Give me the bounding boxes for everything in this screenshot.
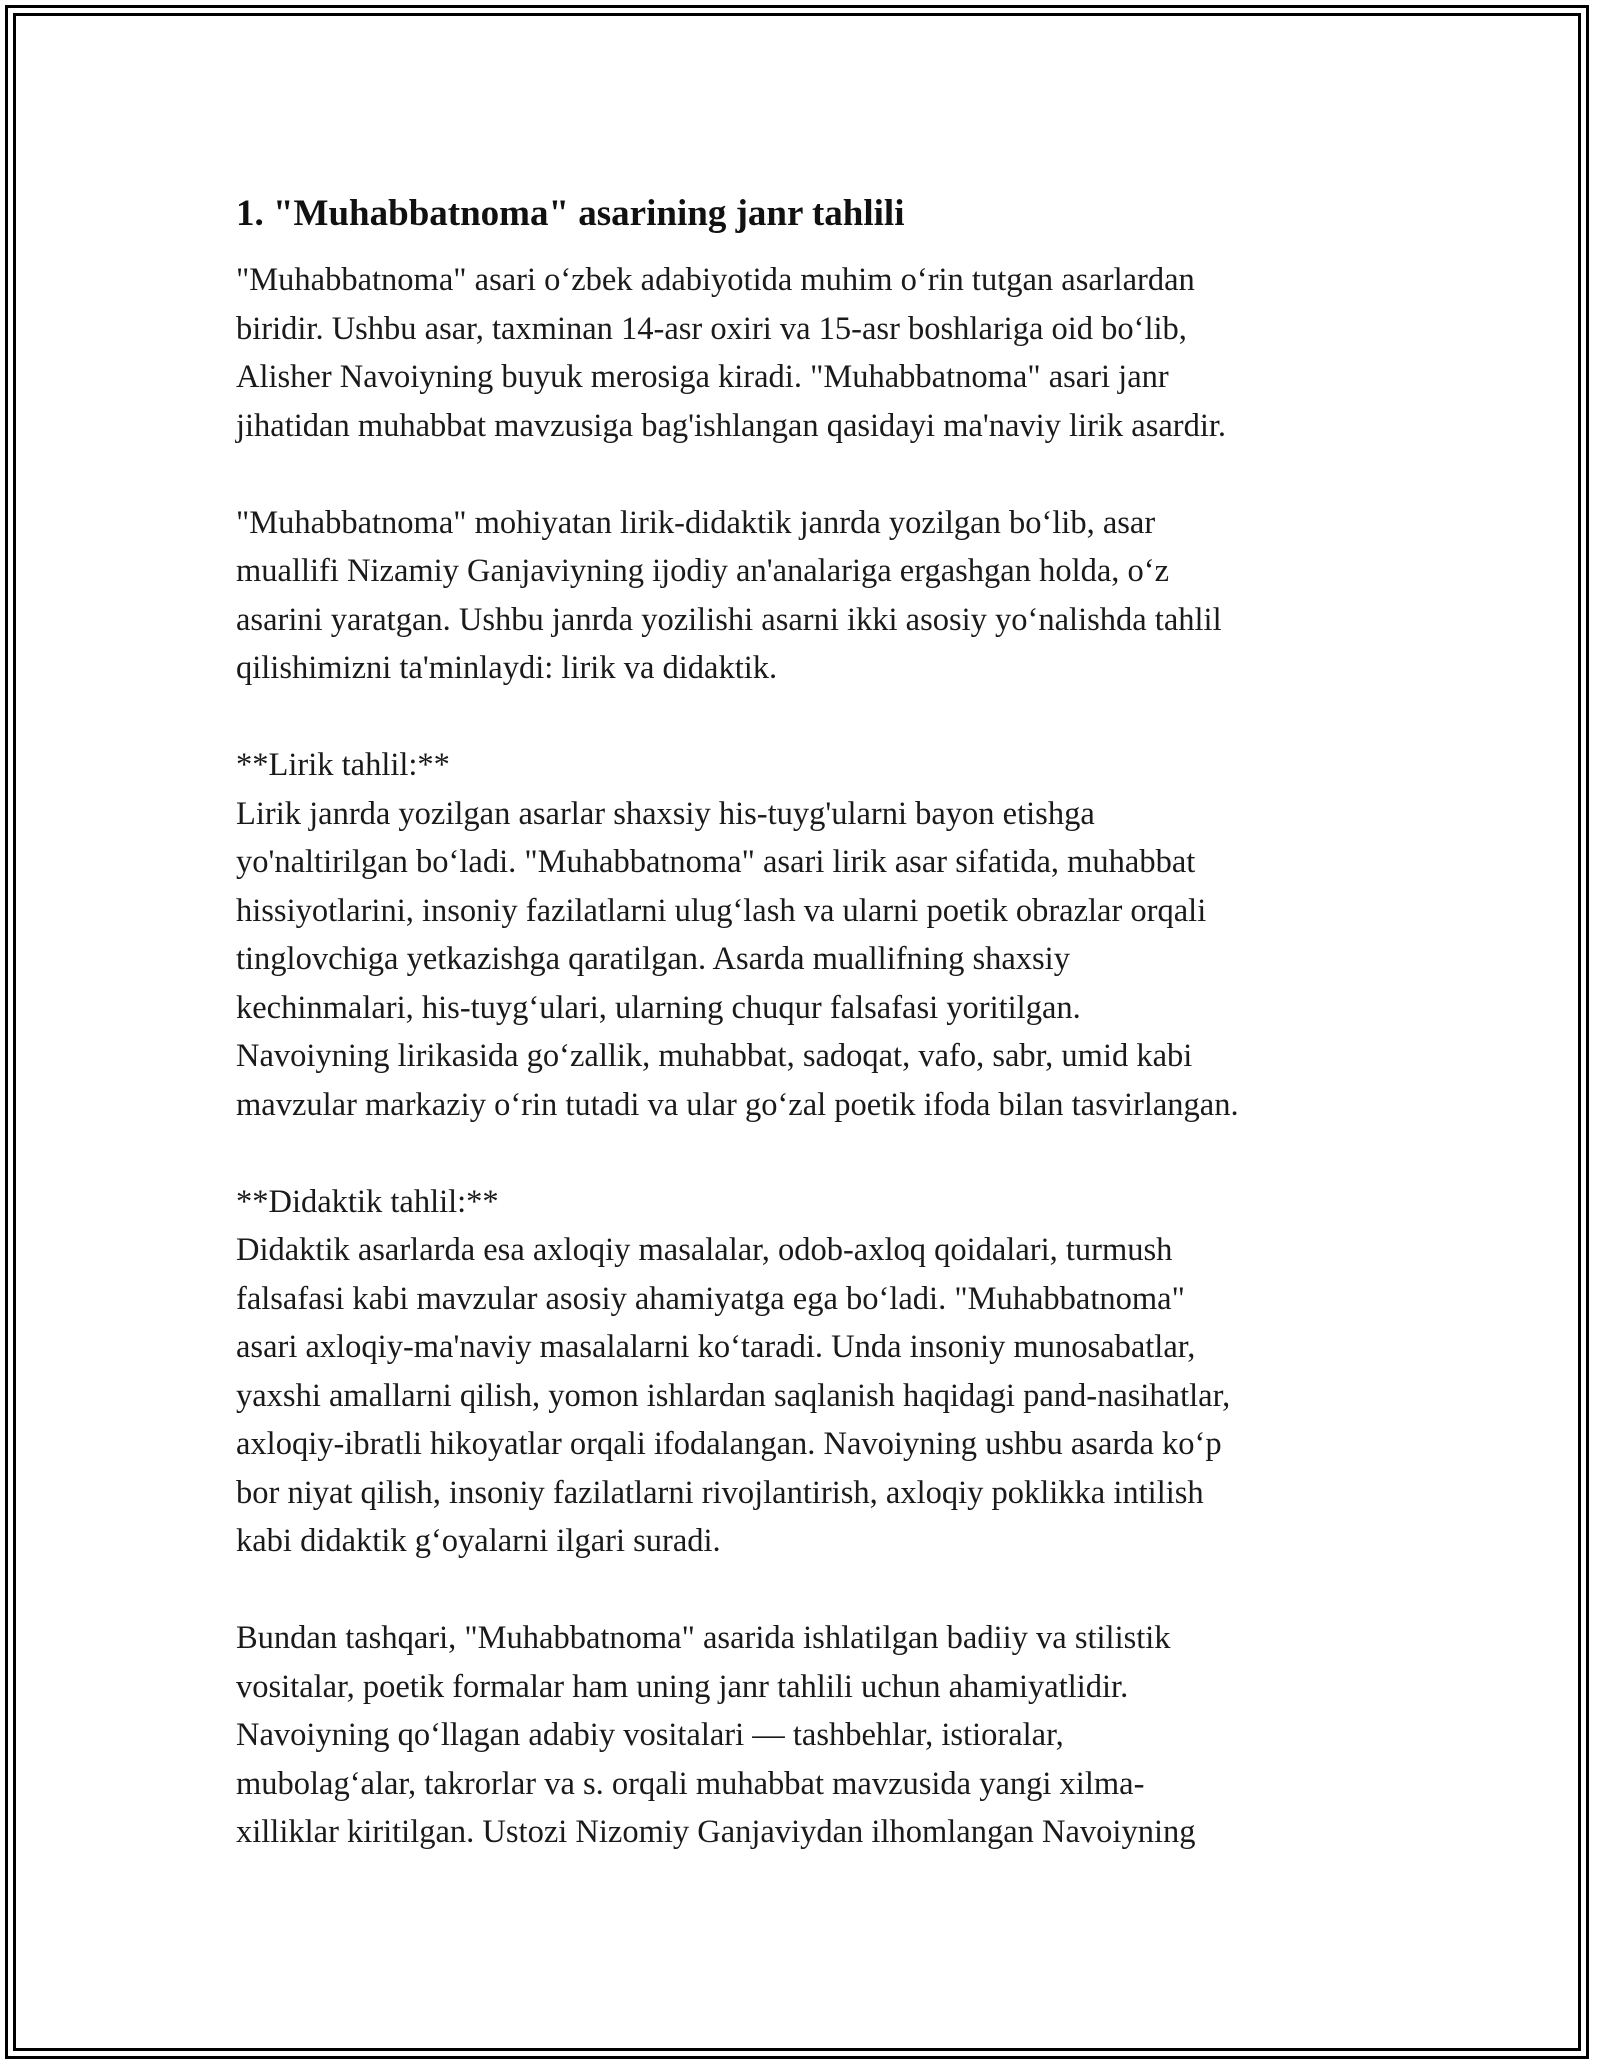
paragraph-intro: "Muhabbatnoma" asari o‘zbek adabiyotida muhim o‘rin tutgan asarlardan biridir. Ushbu asar, taxminan 14-asr oxiri va 15-asr boshlariga oid bo‘lib, Alisher Navoiyning buyuk merosiga kiradi. "Muhabbatnoma" asari janr jihatidan muhabbat mavzusiga bag'ishlangan qasidayi ma'naviy lirik asardir.	[236, 262, 1227, 444]
paragraph-didactic-analysis: **Didaktik tahlil:** Didaktik asarlarda esa axloqiy masalalar, odob-axloq qoidalari, turmush falsafasi kabi mavzular asosiy ahamiyatga ega bo‘ladi. "Muhabbatnoma" asari axloqiy-ma'naviy masalalarni ko‘taradi. Unda insoniy munosabatlar, yaxshi amallarni qilish, yomon ishlardan saqlanish haqidagi pand-nasihatlar, axloqiy-ibratli hikoyatlar orqali ifodalangan. Navoiyning ushbu asarda ko‘p bor niyat qilish, insoniy fazilatlarni rivojlantirish, axloqiy poklikka intilish kabi didaktik g‘oyalarni ilgari suradi.	[236, 1183, 1231, 1559]
paragraph-lyric-analysis: **Lirik tahlil:** Lirik janrda yozilgan asarlar shaxsiy his-tuyg'ularni bayon etishga yo'naltirilgan bo‘ladi. "Muhabbatnoma" asari lirik asar sifatida, muhabbat hissiyotlarini, insoniy fazilatlarni ulug‘lash va ularni poetik obrazlar orqali tinglovchiga yetkazishga qaratilgan. Asarda muallifning shaxsiy kechinmalari, his-tuyg‘ulari, ularning chuqur falsafasi yoritilgan. Navoiyning lirikasida go‘zallik, muhabbat, sadoqat, vafo, sabr, umid kabi mavzular markaziy o‘rin tutadi va ular go‘zal poetik ifoda bilan tasvirlangan.	[236, 747, 1239, 1123]
document-body	[236, 186, 1416, 1857]
paragraph-spacer	[236, 693, 1416, 742]
paragraph-stylistic-devices: Bundan tashqari, "Muhabbatnoma" asarida ishlatilgan badiiy va stilistik vositalar, poetik formalar ham uning janr tahlili uchun ahamiyatlidir. Navoiyning qo‘llagan adabiy vositalari — tashbehlar, istioralar, mubolag‘alar, takrorlar va s. orqali muhabbat mavzusida yangi xilma- xilliklar kiritilgan. Ustozi Nizomiy Ganjaviydan ilhomlangan Navoiyning	[236, 1620, 1196, 1850]
paragraph-genre: "Muhabbatnoma" mohiyatan lirik-didaktik janrda yozilgan bo‘lib, asar muallifi Nizamiy Ganjaviyning ijodiy an'analariga ergashgan holda, o‘z asarini yaratgan. Ushbu janrda yozilishi asarni ikki asosiy yo‘nalishda tahlil qilishimizni ta'minlaydi: lirik va didaktik.	[236, 504, 1222, 686]
paragraph-spacer	[236, 1566, 1416, 1615]
paragraph-spacer	[236, 1129, 1416, 1178]
section-heading: 1. "Muhabbatnoma" asarining janr tahlili	[236, 193, 905, 234]
paragraph-spacer	[236, 450, 1416, 499]
